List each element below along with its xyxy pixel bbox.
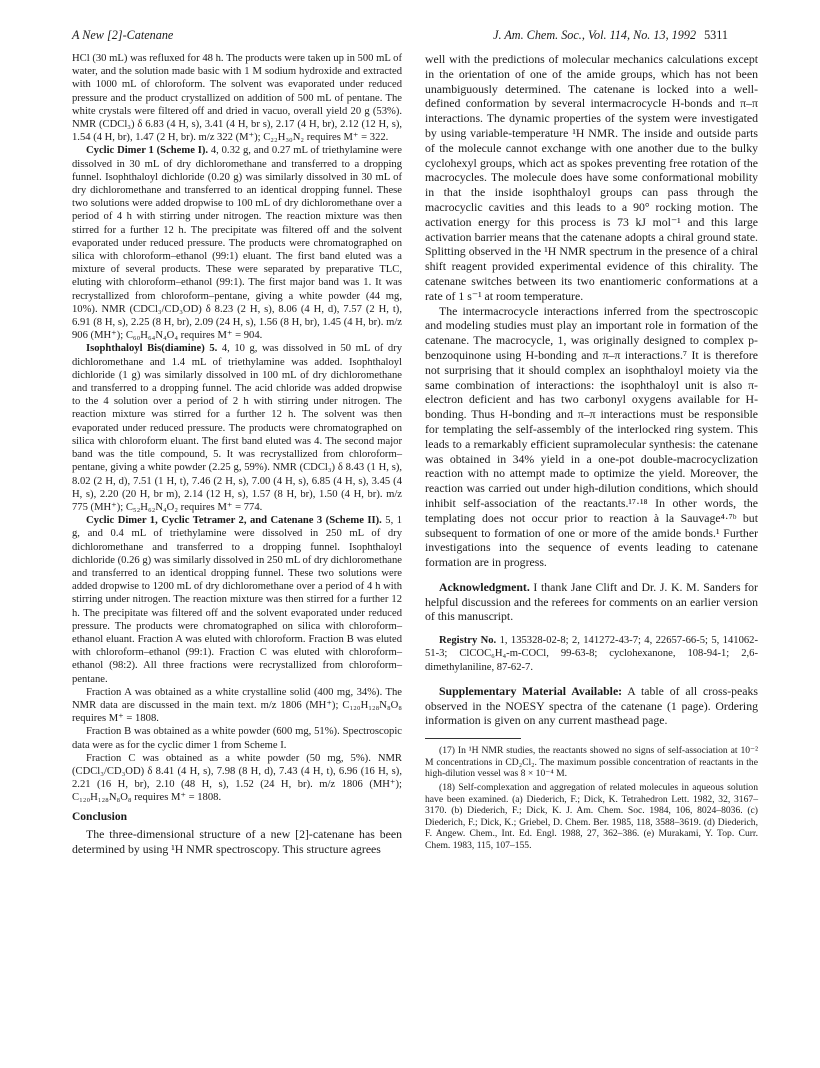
- fraction-b-paragraph: Fraction B was obtained as a white powder (600 mg, 51%). Spectroscopic data were as for the cyclic dimer 1 from Scheme I.: [72, 726, 402, 751]
- acknowledgment-text: I thank Jane Clift and Dr. J. K. M. Sanders for helpful discussion and the referees for comments on an earlier version of this manuscript.: [425, 579, 758, 624]
- fraction-c-paragraph: Fraction C was obtained as a white powder (50 mg, 5%). NMR (CDCl₃/CD₃OD) δ 8.41 (4 H, s), 7.98 (8 H, d), 7.43 (4 H, t), 6.96 (16 H, s), 2.21 (16 H, br), 2.10 (48 H, s), 1.52 (24 H, br). m/z 1806 (MH⁺); C₁₂₀H₁₂₈N₈O₈ requires M⁺ = 1808.: [72, 752, 402, 804]
- tetramer-heading: Cyclic Dimer 1, Cyclic Tetramer 2, and Catenane 3 (Scheme II).: [86, 515, 382, 527]
- fraction-a-paragraph: Fraction A was obtained as a white crystalline solid (400 mg, 34%). The NMR data are discussed in the main text. m/z 1806 (MH⁺); C₁₂₀H₁₂₈N₈O₈ requires M⁺ = 1808.: [72, 686, 402, 725]
- tetramer-text: 5, 1 g, and 0.4 mL of triethylamine were dissolved in 250 mL of dry dichloromethane and transferred to a dropping funnel. Isophthaloyl dichloride (0.26 g) was similarly dissolved in 250 mL of dry dichloromethane and transferred to an identical dropping funnel. These two solutions were added dropwise to 1200 mL of dry dichloromethane over a period of 4 h with stirring under nitrogen. The reaction mixture was then stirred for a further 12 h. The precipitate was filtered off and the solvent evaporated under reduced pressure. The products were chromatographed on silica with chloroform–ethanol eluant. Fraction A was eluted with chloroform. Fraction B was eluted with chloroform–ethanol (99:1). Fraction C was eluted with chloroform–ethanol (98:2). All three fractions were recrystallized from chloroform–pentane.: [72, 515, 402, 685]
- footnote-17: (17) In ¹H NMR studies, the reactants showed no signs of self-association at 10⁻² M concentrations in CD₂Cl₂. The maximum possible concentration of reactants in the high-dilution vessel was 8 × 10⁻⁴ M.: [425, 745, 758, 780]
- discussion-paragraph-1: well with the predictions of molecular mechanics calculations except in the orientation of one of the amide groups, which has not been unambiguously determined. The catenane is locked into a well-defined conformation by several intermacrocycle H-bonds and π–π interactions. The dynamic properties of the system were investigated by using variable-temperature ¹H NMR. The inside and outside parts of the molecule cannot exchange with one another due to the bulky cyclohexyl groups, which act as spokes preventing free rotation of the macrocycles. The molecule does have some conformational mobility in that the inside isophthaloyl groups can pass through the macrocyclic cavities and this leads to a 90° rocking motion. The activation energy for this process is 73 kJ mol⁻¹ and this large activation barrier means that the catenane adopts a chiral ground state. Splitting observed in the ¹H NMR spectrum in the presence of a chiral shift reagent provided experimental evidence of this chirality. The catenane switches between its two enantiomeric conformations at a rate of 1 s⁻¹ at room temperature.: [425, 52, 758, 303]
- conclusion-paragraph: The three-dimensional structure of a new [2]-catenane has been determined by using ¹H NMR spectroscopy. This structure agrees: [72, 826, 402, 856]
- discussion-block: [425, 52, 758, 624]
- running-title: A New [2]-Catenane: [72, 28, 174, 42]
- journal-name: J. Am. Chem. Soc., Vol. 114, No. 13, 1992: [493, 28, 697, 42]
- supplementary-paragraph: [425, 684, 758, 728]
- isophthaloyl-paragraph: [72, 342, 402, 514]
- conclusion-heading: Conclusion: [72, 810, 127, 823]
- registry-heading: Registry No.: [439, 635, 497, 647]
- isophthaloyl-heading: Isophthaloyl Bis(diamine) 5.: [86, 343, 218, 355]
- acknowledgment-paragraph: [425, 580, 758, 624]
- cyclic-dimer-paragraph: [72, 144, 402, 342]
- journal-citation: [493, 28, 728, 43]
- footnotes: [425, 745, 758, 851]
- spacer: [425, 570, 758, 580]
- isophthaloyl-text: 4, 10 g, was dissolved in 50 mL of dry dichloromethane and 1.4 mL of triethylamine was added. Isophthaloyl dichloride (1 g) was similarly dissolved in 100 mL of dry dichloromethane and transferred to a dropping funnel. The acid chloride was added dropwise to the 4 solution over a period of 2 h with stirring under nitrogen. The reaction mixture was stirred for a further 12 h. The solvent was then evaporated under reduced pressure. The products were chromatographed on silica with chloroform eluant. The first band eluted was 4. The second major band was the title compound, 5. It was recrystallized from chloroform–pentane, giving a white powder (2.25 g, 59%). NMR (CDCl₃) δ 8.43 (1 H, s), 8.02 (2 H, d), 7.51 (1 H, t), 7.46 (2 H, s), 7.00 (4 H, s), 6.85 (4 H, s), 3.45 (4 H, s), 2.20 (20 H, br m), 2.14 (12 H, s), 1.57 (8 H, br), 1.50 (4 H, br). m/z 775 (MH⁺); C₅₂H₆₂N₄O₂ requires M⁺ = 774.: [72, 343, 402, 513]
- discussion-paragraph-2: The intermacrocycle interactions inferred from the spectroscopic and modeling studies must play an important role in formation of the catenane. The macrocycle, 1, was originally designed to complex p-benzoquinone using H-bonding and π–π interactions.⁷ It is therefore not surprising that it should complex an isophthaloyl moiety via the same combination of interactions: the isophthaloyl unit is also π-electron deficient and has two carbonyl oxygens available for H-bonding. Thus H-bonding and π–π interactions must be responsible for templating the self-assembly of the interlocked ring system. This leads to a remarkably efficient supramolecular synthesis: the catenane was obtained in 34% yield in a one-pot double-macrocyclization reaction with no attempt made to optimize the yield. Moreover, the reaction was carried out under high-dilution conditions, which should inhibit self-association of the reactants.¹⁷·¹⁸ In other words, the templating does not occur prior to reaction à la Sauvage⁴·⁷ᵇ but subsequent to formation of one or more of the amide bonds.¹ Further investigations into the sequence of events leading to catenane formation are in progress.: [425, 303, 758, 570]
- footnote-18: (18) Self-complexation and aggregation of related molecules in aqueous solution have been examined. (a) Diederich, F.; Dick, K. Tetrahedron Lett. 1982, 32, 3167–3170. (b) Diederich, F.; Dick, K. J. Am. Chem. Soc. 1984, 106, 8024–8036. (c) Diederich, F.; Dick, K.; Griebel, D. Chem. Ber. 1985, 118, 3588–3619. (d) Diederich, F. Angew. Chem., Int. Ed. Engl. 1988, 27, 362–386. (e) Murakami, Y. Top. Curr. Chem. 1983, 115, 107–155.: [425, 782, 758, 852]
- left-column: [72, 52, 402, 856]
- cyclic-dimer-text: 4, 0.32 g, and 0.27 mL of triethylamine were dissolved in 30 mL of dry dichloromethane and transferred to a dropping funnel. Isophthaloyl dichloride (0.20 g) was similarly dissolved in 30 mL of dry dichloromethane and transferred to an identical dropping funnel. These two solutions were added dropwise to 100 mL of dry dichloromethane over a period of 4 h with stirring under nitrogen. The reaction mixture was then stirred for a further 12 h. The precipitate was filtered off and the solvent evaporated under reduced pressure. The products were chromatographed on silica with chloroform–ethanol (99:1) eluant. The first band eluted was a mixture of several products. These were separated by preparative TLC, eluting with chloroform–ethanol (99:1). The first major band was 1. It was recrystallized from chloroform–pentane, giving a white powder (44 mg, 10%). NMR (CDCl₃/CD₃OD) δ 8.23 (2 H, s), 8.06 (4 H, d), 7.57 (2 H, t), 6.91 (8 H, s), 2.25 (8 H, br), 2.09 (24 H, s), 1.56 (8 H, br), 1.45 (4 H, br). m/z 906 (MH⁺); C₆₀H₆₄N₄O₄ requires M⁺ = 904.: [72, 145, 402, 342]
- spacer: [425, 674, 758, 684]
- supplementary-heading: Supplementary Material Available:: [439, 683, 623, 698]
- cyclic-dimer-heading: Cyclic Dimer 1 (Scheme I).: [86, 145, 209, 157]
- registry-text: 1, 135328-02-8; 2, 141272-43-7; 4, 22657-66-5; 5, 141062-51-3; ClCOC₆H₄-m-COCl, 99-63-8; cyclohexanone, 108-94-1; 2,6-dimethylaniline, 87-62-7.: [425, 635, 758, 673]
- right-column: [425, 52, 758, 854]
- acknowledgment-heading: Acknowledgment.: [439, 579, 530, 594]
- registry-paragraph: [425, 634, 758, 674]
- running-header: [72, 28, 728, 48]
- tetramer-paragraph: [72, 514, 402, 686]
- intro-paragraph: HCl (30 mL) was refluxed for 48 h. The products were taken up in 500 mL of water, and the solution made basic with 1 M sodium hydroxide and extracted with 1000 mL of chloroform. The solvent was evaporated under reduced pressure and the product crystallized on addition of 500 mL of pentane. The white crystals were filtered off and dried in vacuo, overall yield 20 g (53%). NMR (CDCl₃) δ 6.83 (4 H, s), 3.41 (4 H, br s), 2.17 (4 H, br), 2.12 (12 H, s), 1.54 (4 H, br), 1.47 (2 H, br). m/z 322 (M⁺); C₂₂H₃₀N₂ requires M⁺ = 322.: [72, 53, 402, 144]
- spacer: [425, 624, 758, 634]
- supplementary-text: A table of all cross-peaks observed in the NOESY spectra of the catenane (1 page). Ordering information is given on any current masthead page.: [425, 683, 759, 728]
- footnote-divider: [425, 738, 521, 739]
- page-number: 5311: [704, 28, 728, 42]
